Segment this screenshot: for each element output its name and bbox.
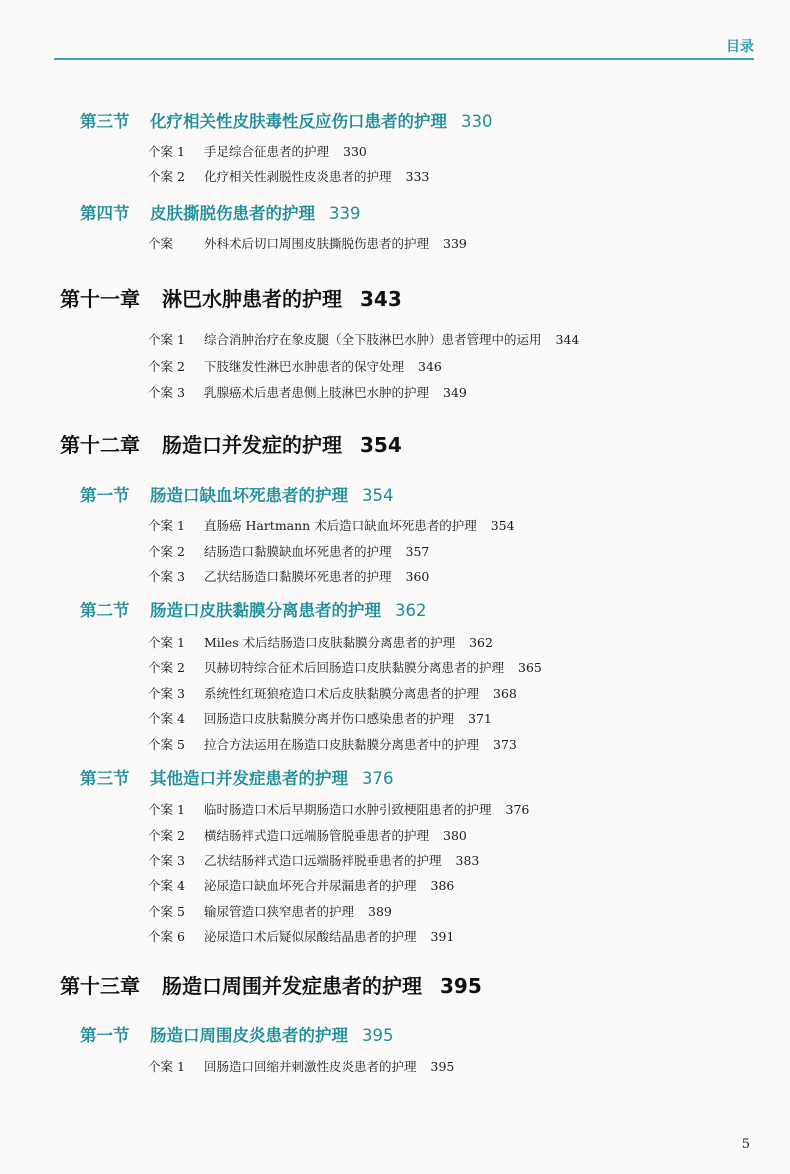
chapter-title: 肠造口并发症的护理 <box>162 433 342 457</box>
toc-section[interactable] <box>80 597 427 621</box>
case-page: 373 <box>493 737 517 752</box>
case-page: 339 <box>443 236 467 251</box>
toc-case[interactable] <box>148 234 467 252</box>
chapter-title: 肠造口周围并发症患者的护理 <box>162 974 422 998</box>
toc-case[interactable] <box>148 800 529 818</box>
case-title: 化疗相关性剥脱性皮炎患者的护理 <box>204 169 392 184</box>
case-number: 个案 2 <box>148 359 185 374</box>
case-number: 个案 2 <box>148 660 185 675</box>
case-title: 乙状结肠袢式造口远端肠袢脱垂患者的护理 <box>204 853 442 868</box>
case-page: 344 <box>555 332 580 347</box>
case-title: 外科术后切口周围皮肤撕脱伤患者的护理 <box>204 236 430 251</box>
section-number: 第四节 <box>80 204 130 223</box>
case-title: 贝赫切特综合征术后回肠造口皮肤黏膜分离患者的护理 <box>204 660 505 675</box>
toc-case[interactable] <box>148 709 492 727</box>
case-number: 个案 6 <box>148 929 185 944</box>
section-number: 第一节 <box>80 486 130 505</box>
case-page: 391 <box>430 929 455 944</box>
chapter-page: 395 <box>440 974 482 998</box>
toc-section[interactable] <box>80 482 394 506</box>
section-page: 354 <box>362 486 394 505</box>
section-page: 362 <box>395 601 427 620</box>
toc-case[interactable] <box>148 516 515 534</box>
case-page: 368 <box>493 686 517 701</box>
section-title: 肠造口缺血坏死患者的护理 <box>150 486 348 505</box>
toc-case[interactable] <box>148 542 429 560</box>
case-page: 362 <box>469 635 493 650</box>
case-title: 拉合方法运用在肠造口皮肤黏膜分离患者中的护理 <box>204 737 480 752</box>
case-title: 下肢继发性淋巴水肿患者的保守处理 <box>204 359 405 374</box>
chapter-title: 淋巴水肿患者的护理 <box>162 287 342 311</box>
case-title: 泌尿造口术后疑似尿酸结晶患者的护理 <box>204 929 417 944</box>
toc-section[interactable] <box>80 765 394 789</box>
case-title: 回肠造口回缩并刺激性皮炎患者的护理 <box>204 1059 417 1074</box>
case-title: 手足综合征患者的护理 <box>204 144 330 159</box>
case-number: 个案 1 <box>148 518 185 533</box>
toc-section-3[interactable] <box>80 108 493 132</box>
case-number: 个案 5 <box>148 737 185 752</box>
case-title: 回肠造口皮肤黏膜分离并伤口感染患者的护理 <box>204 711 455 726</box>
case-page: 380 <box>443 828 467 843</box>
case-page: 330 <box>343 144 367 159</box>
case-page: 357 <box>405 544 430 559</box>
chapter-number: 第十二章 <box>60 433 140 457</box>
toc-case[interactable] <box>148 851 479 869</box>
section-number: 第三节 <box>80 769 130 788</box>
chapter-page: 354 <box>360 433 402 457</box>
case-page: 371 <box>468 711 492 726</box>
case-page: 354 <box>490 518 515 533</box>
case-number: 个案 <box>148 236 174 251</box>
toc-case[interactable] <box>148 167 429 185</box>
header-rule <box>54 58 754 60</box>
case-page: 376 <box>505 802 530 817</box>
case-number: 个案 3 <box>148 853 185 868</box>
section-number: 第一节 <box>80 1026 130 1045</box>
toc-chapter-13[interactable] <box>60 970 482 999</box>
toc-case[interactable] <box>148 633 493 651</box>
section-page: 330 <box>461 112 493 131</box>
case-page: 360 <box>405 569 430 584</box>
case-page: 389 <box>368 904 392 919</box>
case-title: 直肠癌 Hartmann 术后造口缺血坏死患者的护理 <box>204 518 477 533</box>
toc-chapter-12[interactable] <box>60 429 402 458</box>
case-title: 输尿管造口狭窄患者的护理 <box>204 904 355 919</box>
case-number: 个案 1 <box>148 802 185 817</box>
section-title: 皮肤撕脱伤患者的护理 <box>150 204 315 223</box>
section-number: 第二节 <box>80 601 130 620</box>
toc-case[interactable] <box>148 567 429 585</box>
section-title: 肠造口皮肤黏膜分离患者的护理 <box>150 601 381 620</box>
case-page: 346 <box>418 359 442 374</box>
section-page: 339 <box>329 204 361 223</box>
toc-case[interactable] <box>148 927 454 945</box>
toc-case[interactable] <box>148 826 467 844</box>
case-number: 个案 1 <box>148 332 185 347</box>
toc-case[interactable] <box>148 330 579 348</box>
toc-case[interactable] <box>148 383 467 401</box>
case-title: 泌尿造口缺血坏死合并尿漏患者的护理 <box>204 878 417 893</box>
toc-case[interactable] <box>148 1057 454 1075</box>
section-title: 其他造口并发症患者的护理 <box>150 769 348 788</box>
case-page: 395 <box>430 1059 455 1074</box>
case-page: 365 <box>518 660 542 675</box>
toc-case[interactable] <box>148 684 517 702</box>
case-page: 383 <box>455 853 480 868</box>
toc-case[interactable] <box>148 357 442 375</box>
chapter-page: 343 <box>360 287 402 311</box>
case-title: 乙状结肠造口黏膜坏死患者的护理 <box>204 569 392 584</box>
page-number: 5 <box>741 1137 750 1152</box>
toc-chapter-11[interactable] <box>60 283 402 312</box>
case-number: 个案 4 <box>148 711 185 726</box>
case-number: 个案 1 <box>148 635 185 650</box>
case-number: 个案 1 <box>148 144 185 159</box>
case-number: 个案 3 <box>148 385 185 400</box>
case-number: 个案 3 <box>148 569 185 584</box>
toc-section-4[interactable] <box>80 200 361 224</box>
section-number: 第三节 <box>80 112 130 131</box>
case-title: 乳腺癌术后患者患侧上肢淋巴水肿的护理 <box>204 385 430 400</box>
toc-case[interactable] <box>148 142 367 160</box>
section-title: 化疗相关性皮肤毒性反应伤口患者的护理 <box>150 112 447 131</box>
case-number: 个案 1 <box>148 1059 185 1074</box>
toc-case[interactable] <box>148 658 542 676</box>
toc-section[interactable] <box>80 1022 394 1046</box>
case-title: 系统性红斑狼疮造口术后皮肤黏膜分离患者的护理 <box>204 686 480 701</box>
case-number: 个案 2 <box>148 828 185 843</box>
case-page: 386 <box>430 878 455 893</box>
section-page: 376 <box>362 769 394 788</box>
case-title: 临时肠造口术后早期肠造口水肿引致梗阻患者的护理 <box>204 802 492 817</box>
case-number: 个案 2 <box>148 169 185 184</box>
chapter-number: 第十一章 <box>60 287 140 311</box>
section-page: 395 <box>362 1026 394 1045</box>
header-title: 目录 <box>726 39 754 55</box>
toc-case[interactable] <box>148 902 392 920</box>
case-number: 个案 5 <box>148 904 185 919</box>
case-title: 横结肠袢式造口远端肠管脱垂患者的护理 <box>204 828 430 843</box>
section-title: 肠造口周围皮炎患者的护理 <box>150 1026 348 1045</box>
toc-case[interactable] <box>148 735 517 753</box>
case-page: 333 <box>405 169 430 184</box>
case-title: Miles 术后结肠造口皮肤黏膜分离患者的护理 <box>204 635 456 650</box>
case-number: 个案 4 <box>148 878 185 893</box>
case-number: 个案 3 <box>148 686 185 701</box>
toc-case[interactable] <box>148 876 454 894</box>
case-page: 349 <box>443 385 467 400</box>
chapter-number: 第十三章 <box>60 974 140 998</box>
case-title: 结肠造口黏膜缺血坏死患者的护理 <box>204 544 392 559</box>
case-title: 综合消肿治疗在象皮腿（全下肢淋巴水肿）患者管理中的运用 <box>204 332 542 347</box>
case-number: 个案 2 <box>148 544 185 559</box>
